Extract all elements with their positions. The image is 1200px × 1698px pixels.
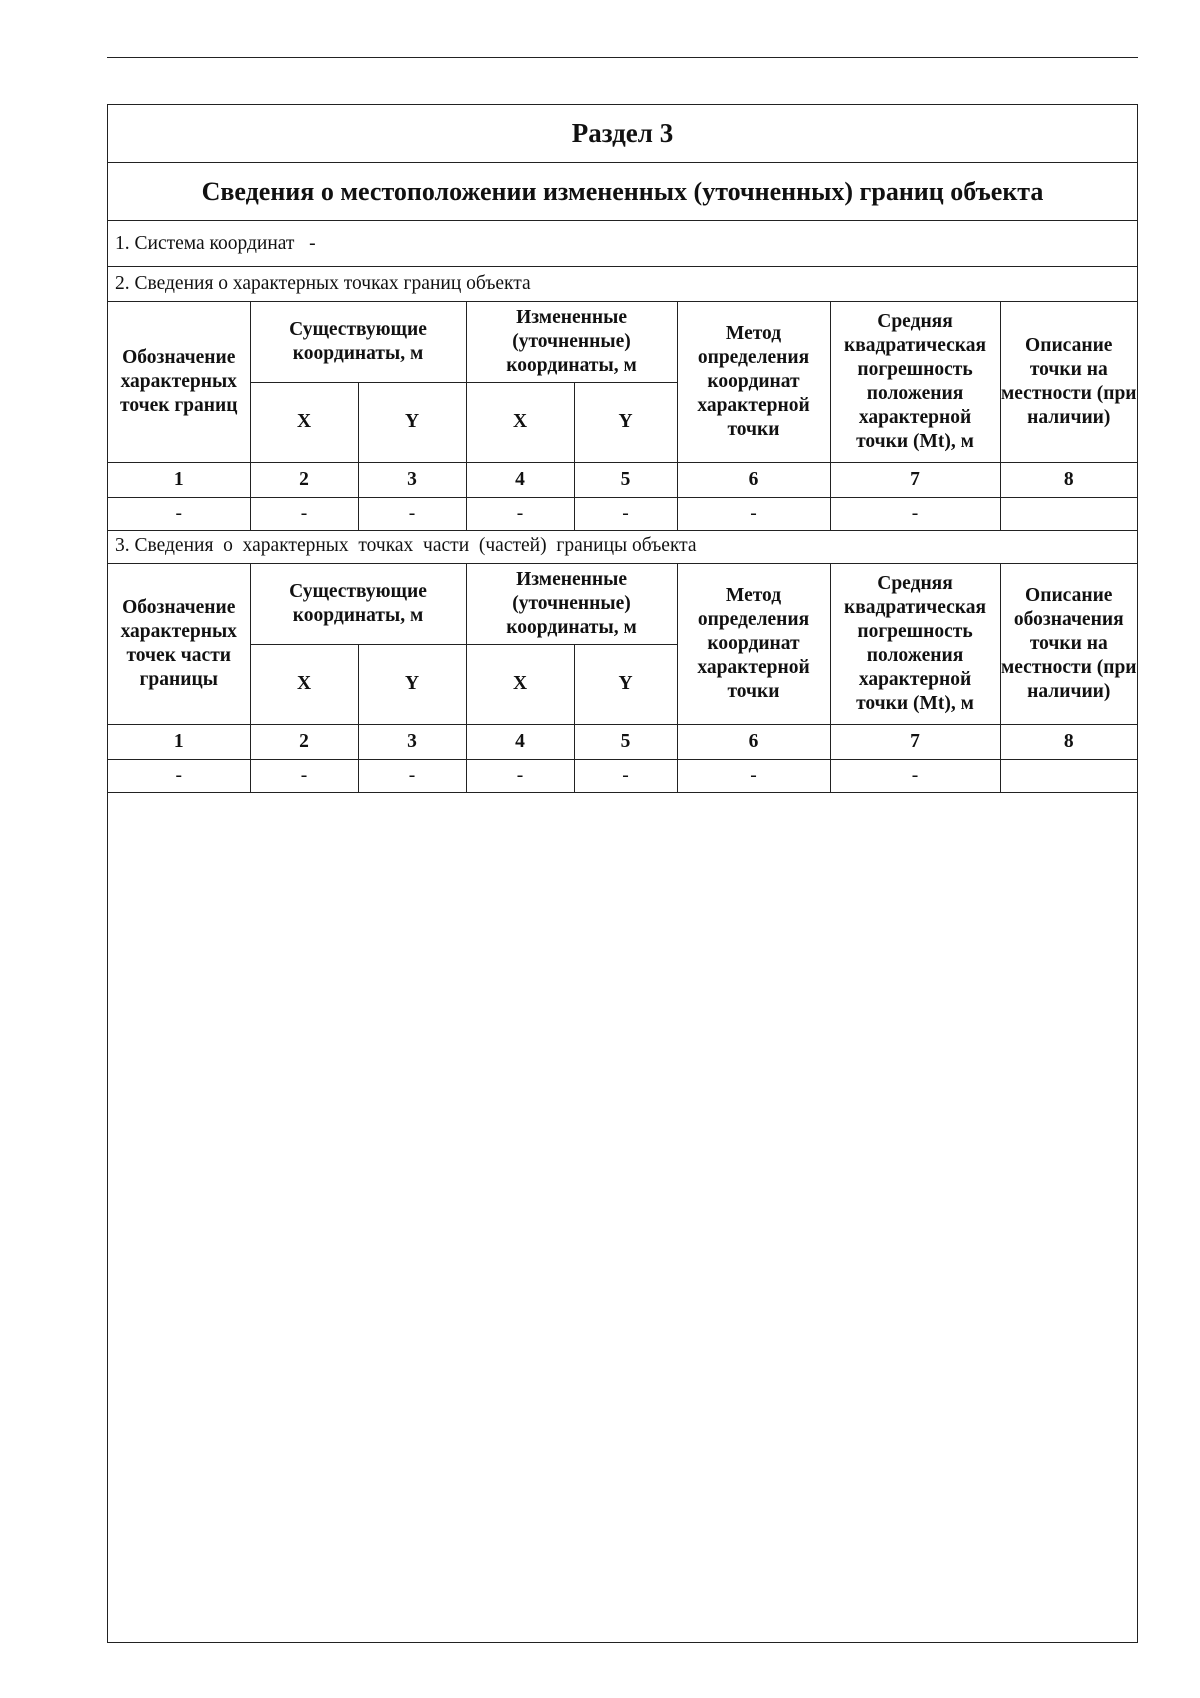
column-number-row <box>108 462 1137 497</box>
table-cell: - <box>108 759 250 792</box>
header-changed-x: X <box>466 644 574 724</box>
table-cell: - <box>358 497 466 530</box>
header-changed-coords: Измененные (уточненные) координаты, м <box>466 302 677 382</box>
header-changed-y: Y <box>574 644 677 724</box>
top-rule <box>107 57 1138 58</box>
header-error: Средняя квадратическая погрешность положения характерной точки (Mt), м <box>830 564 1000 724</box>
header-existing-y: Y <box>358 644 466 724</box>
column-number: 1 <box>108 462 250 497</box>
boundary-points-table <box>108 302 1137 531</box>
column-number: 2 <box>250 462 358 497</box>
table-cell: - <box>830 759 1000 792</box>
table-cell <box>1000 497 1137 530</box>
header-existing-coords: Существующие координаты, м <box>250 564 466 644</box>
header-existing-x: X <box>250 382 358 462</box>
header-changed-x: X <box>466 382 574 462</box>
section2-heading: 2. Сведения о характерных точках границ объекта <box>108 267 1137 302</box>
header-existing-x: X <box>250 644 358 724</box>
header-designation: Обозначение характерных точек части границы <box>108 564 250 724</box>
table-cell: - <box>250 497 358 530</box>
column-number: 3 <box>358 462 466 497</box>
column-number: 6 <box>677 462 830 497</box>
column-number: 1 <box>108 724 250 759</box>
table-cell: - <box>677 759 830 792</box>
column-number: 8 <box>1000 724 1137 759</box>
column-number: 4 <box>466 462 574 497</box>
header-changed-coords: Измененные (уточненные) координаты, м <box>466 564 677 644</box>
header-designation: Обозначение характерных точек границ <box>108 302 250 462</box>
column-number: 4 <box>466 724 574 759</box>
table-cell: - <box>466 497 574 530</box>
header-error: Средняя квадратическая погрешность положения характерной точки (Mt), м <box>830 302 1000 462</box>
column-number: 5 <box>574 462 677 497</box>
coordinate-system: 1. Система координат - <box>108 221 1137 267</box>
section-frame <box>107 104 1138 1643</box>
table-cell: - <box>574 759 677 792</box>
column-number: 7 <box>830 724 1000 759</box>
column-number: 7 <box>830 462 1000 497</box>
header-description: Описание точки на местности (при наличии) <box>1000 302 1137 462</box>
header-description: Описание обозначения точки на местности (при наличии) <box>1000 564 1137 724</box>
header-existing-coords: Существующие координаты, м <box>250 302 466 382</box>
part-boundary-points-table <box>108 564 1137 793</box>
table-row <box>108 497 1137 530</box>
header-method: Метод определения координат характерной точки <box>677 302 830 462</box>
header-changed-y: Y <box>574 382 677 462</box>
table-cell: - <box>677 497 830 530</box>
column-number: 5 <box>574 724 677 759</box>
table-cell: - <box>466 759 574 792</box>
table-row <box>108 759 1137 792</box>
table-cell: - <box>108 497 250 530</box>
section3-heading: 3. Сведения о характерных точках части (частей) границы объекта <box>108 529 1137 564</box>
table-cell: - <box>358 759 466 792</box>
column-number: 3 <box>358 724 466 759</box>
column-number: 2 <box>250 724 358 759</box>
column-number: 8 <box>1000 462 1137 497</box>
header-method: Метод определения координат характерной точки <box>677 564 830 724</box>
section-title: Раздел 3 <box>108 105 1137 163</box>
column-number-row <box>108 724 1137 759</box>
header-existing-y: Y <box>358 382 466 462</box>
table-cell <box>1000 759 1137 792</box>
table-cell: - <box>574 497 677 530</box>
table-cell: - <box>250 759 358 792</box>
table-cell: - <box>830 497 1000 530</box>
column-number: 6 <box>677 724 830 759</box>
section-subtitle: Сведения о местоположении измененных (уточненных) границ объекта <box>108 163 1137 221</box>
